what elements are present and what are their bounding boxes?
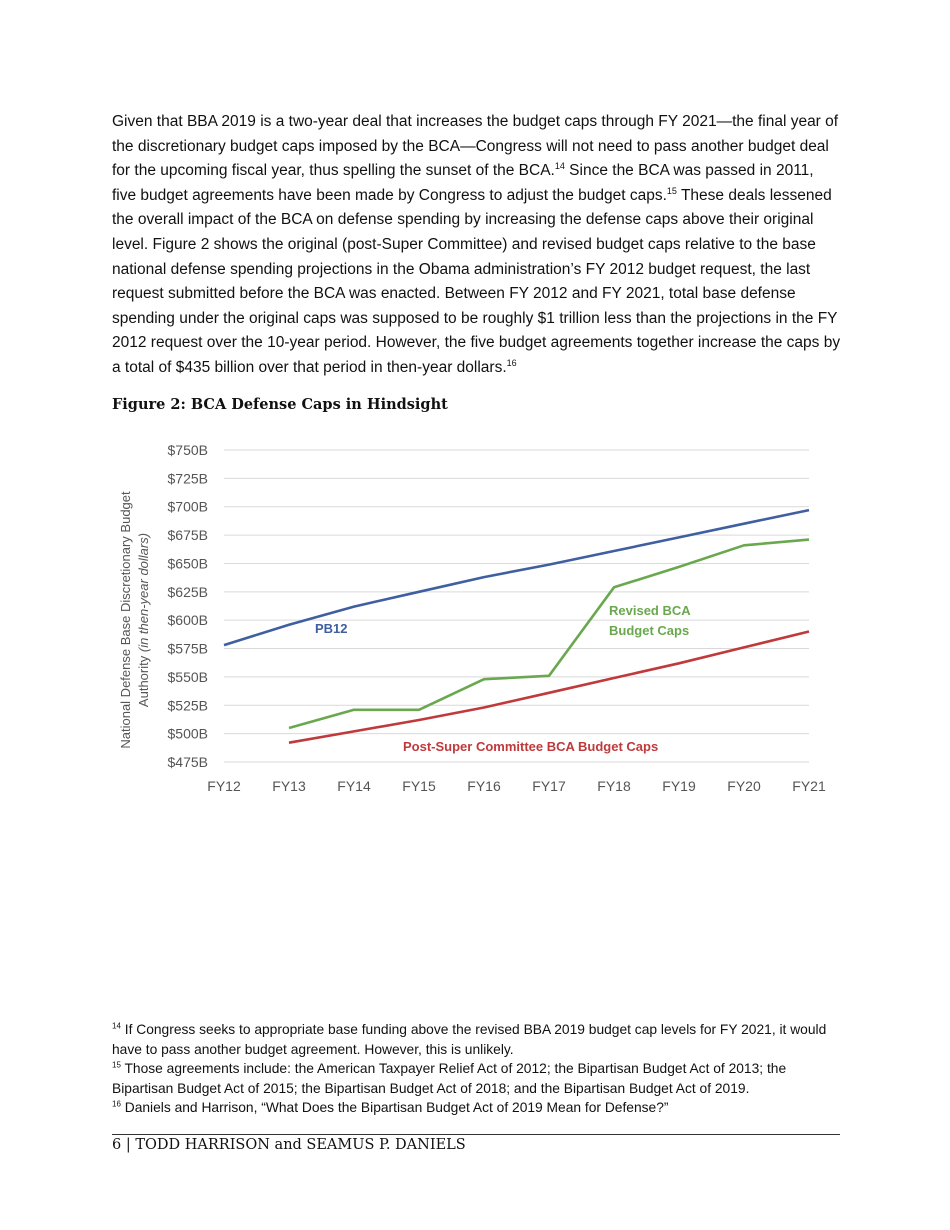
footnote-text-16: Daniels and Harrison, “What Does the Bipartisan Budget Act of 2019 Mean for Defense?” <box>120 1100 669 1115</box>
grid-layer <box>224 450 809 762</box>
x-tick-label: FY20 <box>727 778 761 794</box>
series-line-pb12 <box>224 510 809 645</box>
footnote-15 <box>112 1059 842 1098</box>
series-layer <box>224 510 809 743</box>
label-revised-line1: Revised BCA <box>609 603 691 618</box>
footnote-ref-15[interactable]: 15 <box>666 185 677 196</box>
footnotes <box>112 1020 842 1118</box>
y-tick-label: $525B <box>167 697 208 714</box>
footnote-num-14: 14 <box>112 1021 121 1031</box>
y-tick-label: $500B <box>167 725 208 742</box>
label-revised-line2: Budget Caps <box>609 623 690 638</box>
y-tick-label: $750B <box>167 442 208 458</box>
y-axis-label-line1: National Defense Base Discretionary Budget <box>118 491 133 749</box>
footnote-14 <box>112 1020 842 1059</box>
footer-divider <box>112 1134 840 1135</box>
line-chart <box>112 430 826 810</box>
page-footer: 6 | TODD HARRISON and SEAMUS P. DANIELS <box>112 1137 466 1153</box>
x-tick-label: FY14 <box>337 778 371 794</box>
body-text-part-1: Given that BBA 2019 is a two-year deal that increases the budget caps through FY 2021—the final year of the discretionary budget caps imposed by the BCA—Congress will not need to pass another budget deal for the upcoming fiscal year, thus spelling the sunset of the BCA. <box>112 113 839 180</box>
footnote-text-14: If Congress seeks to appropriate base funding above the revised BBA 2019 budget cap levels for FY 2021, it would have to pass another budget agreement. However, this is unlikely. <box>112 1022 827 1057</box>
label-pb12: PB12 <box>315 621 348 636</box>
y-axis-label-italic: (in then-year dollars) <box>136 532 151 653</box>
y-tick-label: $650B <box>167 555 208 572</box>
y-tick-label: $575B <box>167 640 208 657</box>
body-text-part-3: These deals lessened the overall impact of the BCA on defense spending by increasing the defense caps above their original level. Figure 2 shows the original (post-Super Committee) and revised budget caps relative to the base national defense spending projections in the Obama administration’s FY 2012 budget request, the last request submitted before the BCA was enacted. Between FY 2012 and FY 2021, total base defense spending under the original caps was supposed to be roughly $1 trillion less than the projections in the FY 2012 request over the 10-year period. However, the five budget agreements together increase the caps by a total of $435 billion over that period in then-year dollars. <box>112 186 841 376</box>
y-tick-label: $600B <box>167 612 208 629</box>
x-axis-ticks <box>207 778 826 794</box>
x-tick-label: FY16 <box>467 778 501 794</box>
x-tick-label: FY21 <box>792 778 826 794</box>
y-axis-label-line2 <box>136 533 151 707</box>
y-tick-label: $725B <box>167 470 208 487</box>
x-tick-label: FY15 <box>402 778 436 794</box>
body-paragraph <box>112 110 842 381</box>
x-tick-label: FY17 <box>532 778 566 794</box>
y-tick-label: $550B <box>167 668 208 685</box>
footnote-num-15: 15 <box>112 1060 121 1070</box>
y-axis-label-prefix: Authority <box>136 652 151 708</box>
footnote-num-16: 16 <box>112 1099 121 1109</box>
body-text-block <box>112 110 842 381</box>
x-tick-label: FY18 <box>597 778 631 794</box>
label-post-super: Post-Super Committee BCA Budget Caps <box>403 739 659 754</box>
x-tick-label: FY19 <box>662 778 696 794</box>
body-text-part-2: Since the BCA was passed in 2011, five budget agreements have been made by Congress to adjust the budget caps. <box>112 162 814 204</box>
y-tick-label: $475B <box>167 754 208 770</box>
y-tick-label: $675B <box>167 527 208 544</box>
x-tick-label: FY12 <box>207 778 241 794</box>
series-line-revised-bca-budget-caps <box>289 540 809 728</box>
y-tick-label: $700B <box>167 498 208 515</box>
x-tick-label: FY13 <box>272 778 306 794</box>
footnote-ref-14[interactable]: 14 <box>554 161 565 172</box>
figure-title: Figure 2: BCA Defense Caps in Hindsight <box>112 396 448 413</box>
footnote-16 <box>112 1098 842 1118</box>
y-axis-ticks <box>168 442 208 770</box>
y-tick-label: $625B <box>167 583 208 600</box>
footnote-text-15: Those agreements include: the American Taxpayer Relief Act of 2012; the Bipartisan Budget Act of 2013; the Bipartisan Budget Act of 2015; the Bipartisan Budget Act of 2018; and the Bipartisan Budget Act of 2019. <box>112 1061 787 1096</box>
footnote-ref-16[interactable]: 16 <box>506 357 517 368</box>
chart-container <box>112 430 826 815</box>
